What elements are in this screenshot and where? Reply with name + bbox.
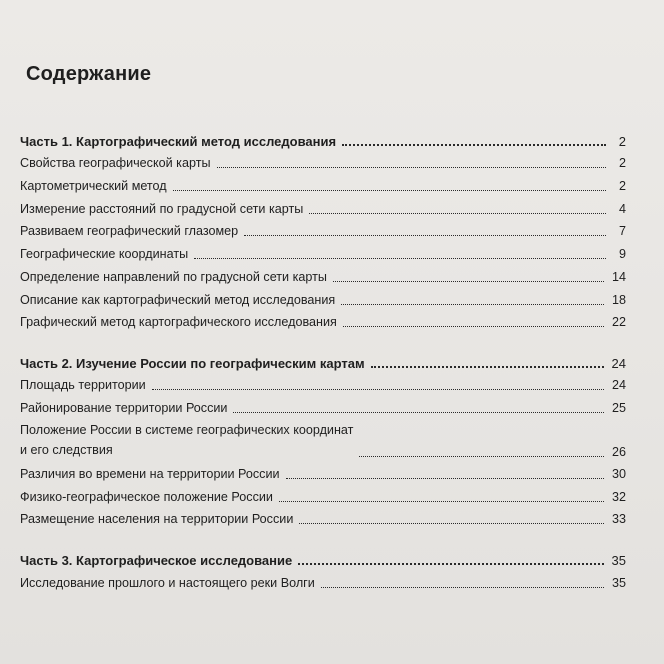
entry-title-line-2: и его следствия xyxy=(20,443,113,457)
toc-entry[interactable] xyxy=(20,378,626,393)
dot-leader xyxy=(152,389,604,390)
dot-leader xyxy=(286,478,604,479)
toc-part-2[interactable] xyxy=(20,356,626,371)
toc-entry[interactable] xyxy=(20,467,626,482)
toc-entry[interactable] xyxy=(20,247,626,262)
dot-leader xyxy=(371,366,604,368)
toc-entry-multiline[interactable] xyxy=(20,420,626,460)
page-number: 4 xyxy=(618,202,626,216)
toc-entry[interactable] xyxy=(20,179,626,194)
entry-title: Физико-географическое положение России xyxy=(20,490,273,504)
page-number: 33 xyxy=(611,512,626,526)
toc-entry[interactable] xyxy=(20,202,626,217)
toc-entry[interactable] xyxy=(20,224,626,239)
page-number: 2 xyxy=(618,134,626,149)
dot-leader xyxy=(343,326,604,327)
entry-title: Картометрический метод xyxy=(20,179,167,193)
entry-title: Свойства географической карты xyxy=(20,156,211,170)
page-number: 7 xyxy=(618,224,626,238)
toc-entry[interactable] xyxy=(20,512,626,527)
entry-title-wrap xyxy=(20,420,353,460)
dot-leader xyxy=(342,144,606,146)
dot-leader xyxy=(333,281,604,282)
dot-leader xyxy=(279,501,604,502)
entry-title: Исследование прошлого и настоящего реки Волги xyxy=(20,576,315,590)
toc-part-3[interactable] xyxy=(20,553,626,568)
entry-title: Графический метод картографического исследования xyxy=(20,315,337,329)
toc-entry[interactable] xyxy=(20,293,626,308)
page-number: 35 xyxy=(611,553,626,568)
page-number: 24 xyxy=(611,356,626,371)
page-number: 14 xyxy=(611,270,626,284)
page-number: 25 xyxy=(611,401,626,415)
dot-leader xyxy=(217,167,606,168)
toc-entry[interactable] xyxy=(20,576,626,591)
dot-leader xyxy=(341,304,604,305)
part-title: Часть 3. Картографическое исследование xyxy=(20,553,293,568)
part-title: Часть 2. Изучение России по географическим картам xyxy=(20,356,365,371)
toc-entry[interactable] xyxy=(20,270,626,285)
dot-leader xyxy=(298,563,603,565)
entry-title: Площадь территории xyxy=(20,378,146,392)
entry-title: Районирование территории России xyxy=(20,401,228,415)
entry-title: Определение направлений по градусной сети карты xyxy=(20,270,327,284)
toc-entry[interactable] xyxy=(20,401,626,416)
dot-leader xyxy=(194,258,606,259)
dot-leader xyxy=(321,587,604,588)
entry-title: Различия во времени на территории России xyxy=(20,467,280,481)
page-number: 26 xyxy=(611,445,626,459)
entry-title: Развиваем географический глазомер xyxy=(20,224,239,238)
page-number: 2 xyxy=(618,179,626,193)
dot-leader xyxy=(244,235,606,236)
toc-entry[interactable] xyxy=(20,490,626,505)
dot-leader xyxy=(233,412,604,413)
page-number: 18 xyxy=(611,293,626,307)
dot-leader xyxy=(173,190,606,191)
toc-entry[interactable] xyxy=(20,156,626,171)
dot-leader xyxy=(359,456,604,457)
dot-leader xyxy=(309,213,606,214)
entry-title: Размещение населения на территории России xyxy=(20,512,294,526)
page-title: Содержание xyxy=(26,63,152,85)
entry-title: Географические координаты xyxy=(20,247,189,261)
entry-title: Измерение расстояний по градусной сети карты xyxy=(20,202,304,216)
entry-title-line-1: Положение России в системе географических координат xyxy=(20,423,354,437)
toc-part-1[interactable] xyxy=(20,134,626,149)
page-number: 32 xyxy=(611,490,626,504)
page-number: 2 xyxy=(618,156,626,170)
toc-entry[interactable] xyxy=(20,315,626,330)
dot-leader xyxy=(299,523,604,524)
page-number: 22 xyxy=(611,315,626,329)
page-number: 24 xyxy=(611,378,626,392)
page-number: 35 xyxy=(611,576,626,590)
part-title: Часть 1. Картографический метод исследования xyxy=(20,134,337,149)
page-number: 30 xyxy=(611,467,626,481)
entry-title: Описание как картографический метод исследования xyxy=(20,293,336,307)
page-number: 9 xyxy=(618,247,626,261)
